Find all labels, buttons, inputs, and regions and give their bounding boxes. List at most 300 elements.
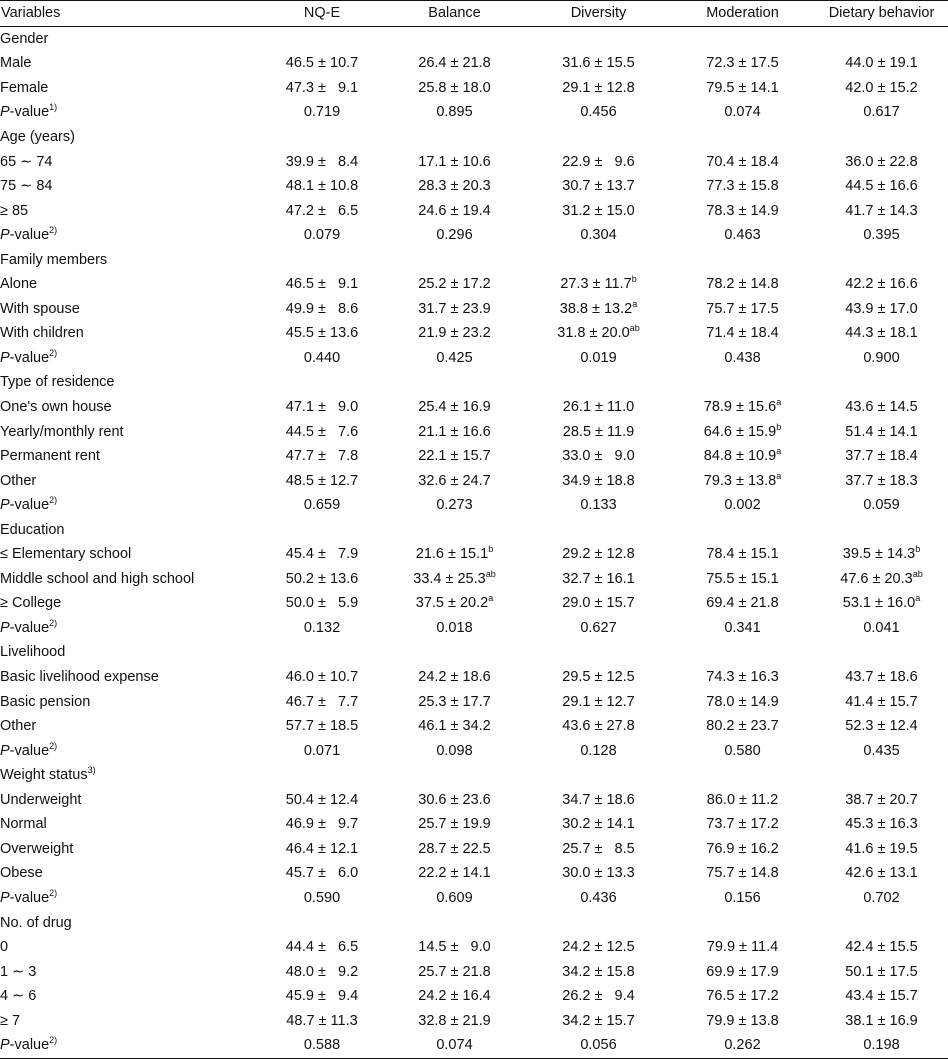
label-text: -value xyxy=(9,104,50,121)
cell-nq-e xyxy=(262,51,382,76)
table-header xyxy=(0,1,948,27)
cell-value: 45.9 ± 9.4 xyxy=(285,988,359,1005)
cell-value: 26.4 ± 21.8 xyxy=(418,55,491,72)
table-row xyxy=(0,714,948,739)
cell-value: 48.5 ± 12.7 xyxy=(285,472,359,489)
cell-value: 69.4 ± 21.8 xyxy=(706,595,779,612)
cell-value: 78.9 ± 15.6 xyxy=(703,399,777,416)
p-italic: P xyxy=(0,742,10,759)
cell-diversity xyxy=(527,1008,670,1033)
cell-value: 77.3 ± 15.8 xyxy=(706,178,779,195)
label-text: 75 ∼ 84 xyxy=(0,178,53,195)
cell-dietary-behavior xyxy=(815,346,948,371)
footnote-marker: 3) xyxy=(87,765,96,776)
cell-nq-e xyxy=(262,738,382,763)
cell-value: 0.440 xyxy=(303,349,341,366)
cell-value: 30.2 ± 14.1 xyxy=(562,816,635,833)
row-label xyxy=(0,149,262,174)
label-text: Overweight xyxy=(0,840,74,857)
table-row xyxy=(0,297,948,322)
cell-diversity xyxy=(527,100,670,125)
label-text: -value xyxy=(9,349,50,366)
cell-value: 21.6 ± 15.1 xyxy=(415,546,489,563)
cell-value: 0.895 xyxy=(436,104,473,121)
cell-nq-e xyxy=(262,788,382,813)
cell-moderation xyxy=(670,959,815,984)
cell-dietary-behavior xyxy=(815,959,948,984)
cell-value: 46.9 ± 9.7 xyxy=(285,816,359,833)
cell-value: 39.9 ± 8.4 xyxy=(285,153,359,170)
cell-balance xyxy=(382,788,527,813)
table-row xyxy=(0,861,948,886)
cell-value: 0.098 xyxy=(436,742,473,759)
p-value-row xyxy=(0,1033,948,1058)
cell-diversity xyxy=(527,76,670,101)
header-variables: Variables xyxy=(0,1,262,27)
cell-dietary-behavior xyxy=(815,738,948,763)
p-value-label xyxy=(0,493,262,518)
cell-value: 28.3 ± 20.3 xyxy=(418,178,491,195)
label-text: -value xyxy=(9,497,50,514)
cell-value: 45.5 ± 13.6 xyxy=(285,325,359,342)
cell-value: 0.079 xyxy=(303,227,341,244)
significance-marker: a xyxy=(915,593,921,604)
cell-value: 21.9 ± 23.2 xyxy=(418,325,491,342)
table-body xyxy=(0,26,948,1058)
cell-nq-e xyxy=(262,419,382,444)
cell-value: 32.7 ± 16.1 xyxy=(562,570,635,587)
cell-value: 79.5 ± 14.1 xyxy=(706,79,779,96)
label-text: ≥ 85 xyxy=(0,202,29,219)
row-label xyxy=(0,444,262,469)
cell-value: 37.7 ± 18.4 xyxy=(845,448,918,465)
cell-nq-e xyxy=(262,714,382,739)
significance-marker: a xyxy=(776,397,782,408)
cell-value: 48.0 ± 9.2 xyxy=(285,963,359,980)
group-label xyxy=(0,910,948,935)
p-value-label xyxy=(0,100,262,125)
cell-value: 51.4 ± 14.1 xyxy=(845,423,918,440)
cell-value: 0.273 xyxy=(436,497,473,514)
table-row xyxy=(0,959,948,984)
cell-nq-e xyxy=(262,812,382,837)
cell-value: 69.9 ± 17.9 xyxy=(706,963,779,980)
cell-value: 32.6 ± 24.7 xyxy=(418,472,491,489)
cell-balance xyxy=(382,468,527,493)
cell-value: 0.198 xyxy=(863,1037,900,1054)
cell-nq-e xyxy=(262,665,382,690)
label-text: Female xyxy=(0,79,49,96)
table-row xyxy=(0,419,948,444)
table-row xyxy=(0,689,948,714)
cell-value: 75.5 ± 15.1 xyxy=(706,570,779,587)
cell-value: 50.2 ± 13.6 xyxy=(285,570,359,587)
cell-diversity xyxy=(527,444,670,469)
header-dietary-behavior: Dietary behavior xyxy=(815,1,948,27)
group-label xyxy=(0,640,948,665)
p-value-label xyxy=(0,223,262,248)
cell-value: 0.059 xyxy=(863,497,900,514)
cell-diversity xyxy=(527,1033,670,1058)
significance-marker: b xyxy=(776,421,782,432)
cell-value: 78.3 ± 14.9 xyxy=(706,202,779,219)
label-text: -value xyxy=(9,1037,50,1054)
row-label xyxy=(0,297,262,322)
cell-diversity xyxy=(527,567,670,592)
cell-value: 38.8 ± 13.2 xyxy=(559,300,633,317)
cell-moderation xyxy=(670,493,815,518)
label-text: Other xyxy=(0,718,37,735)
cell-nq-e xyxy=(262,198,382,223)
cell-moderation xyxy=(670,935,815,960)
group-row xyxy=(0,247,948,272)
cell-balance xyxy=(382,174,527,199)
cell-value: 17.1 ± 10.6 xyxy=(418,153,491,170)
cell-value: 43.6 ± 27.8 xyxy=(562,718,635,735)
label-text: ≥ 7 xyxy=(0,1012,21,1029)
cell-value: 0.341 xyxy=(724,619,761,636)
cell-nq-e xyxy=(262,616,382,641)
row-label xyxy=(0,76,262,101)
cell-value: 42.2 ± 16.6 xyxy=(845,276,918,293)
footnote-marker: 2) xyxy=(49,495,58,506)
cell-balance xyxy=(382,149,527,174)
cell-nq-e xyxy=(262,346,382,371)
label-text: Alone xyxy=(0,276,38,293)
group-label xyxy=(0,125,948,150)
cell-balance xyxy=(382,346,527,371)
cell-value: 41.7 ± 14.3 xyxy=(845,202,918,219)
group-row xyxy=(0,125,948,150)
p-italic: P xyxy=(0,889,10,906)
cell-value: 34.2 ± 15.7 xyxy=(562,1012,635,1029)
row-label xyxy=(0,174,262,199)
cell-dietary-behavior xyxy=(815,198,948,223)
p-value-label xyxy=(0,886,262,911)
cell-value: 0.056 xyxy=(580,1037,617,1054)
cell-value: 74.3 ± 16.3 xyxy=(706,669,779,686)
cell-balance xyxy=(382,689,527,714)
label-text: Middle school and high school xyxy=(0,570,195,587)
cell-balance xyxy=(382,837,527,862)
cell-moderation xyxy=(670,174,815,199)
cell-diversity xyxy=(527,493,670,518)
cell-value: 47.7 ± 7.8 xyxy=(285,448,359,465)
cell-nq-e xyxy=(262,100,382,125)
cell-value: 86.0 ± 11.2 xyxy=(706,791,779,808)
label-text: Male xyxy=(0,55,32,72)
cell-nq-e xyxy=(262,1008,382,1033)
row-label xyxy=(0,861,262,886)
cell-nq-e xyxy=(262,76,382,101)
significance-marker: b xyxy=(488,544,494,555)
cell-value: 24.2 ± 18.6 xyxy=(418,669,491,686)
table-row xyxy=(0,935,948,960)
cell-nq-e xyxy=(262,493,382,518)
cell-value: 28.7 ± 22.5 xyxy=(418,840,491,857)
table-row xyxy=(0,788,948,813)
cell-value: 0.609 xyxy=(436,889,473,906)
cell-value: 38.7 ± 20.7 xyxy=(845,791,918,808)
cell-value: 45.7 ± 6.0 xyxy=(285,865,359,882)
cell-value: 34.2 ± 15.8 xyxy=(562,963,635,980)
cell-value: 0.019 xyxy=(580,349,617,366)
cell-value: 29.2 ± 12.8 xyxy=(562,546,635,563)
cell-value: 0.435 xyxy=(863,742,900,759)
cell-value: 0.436 xyxy=(580,889,617,906)
group-row xyxy=(0,517,948,542)
cell-balance xyxy=(382,959,527,984)
cell-value: 44.3 ± 18.1 xyxy=(845,325,918,342)
cell-value: 31.8 ± 20.0 xyxy=(557,325,630,342)
table-row xyxy=(0,1008,948,1033)
cell-moderation xyxy=(670,198,815,223)
label-text: Permanent rent xyxy=(0,448,100,465)
label-text: Basic livelihood expense xyxy=(0,669,159,686)
table-row xyxy=(0,51,948,76)
cell-value: 46.0 ± 10.7 xyxy=(285,669,359,686)
cell-dietary-behavior xyxy=(815,493,948,518)
row-label xyxy=(0,959,262,984)
cell-moderation xyxy=(670,297,815,322)
cell-value: 53.1 ± 16.0 xyxy=(842,595,916,612)
cell-value: 0.627 xyxy=(580,619,617,636)
cell-balance xyxy=(382,272,527,297)
label-text: -value xyxy=(9,619,50,636)
cell-moderation xyxy=(670,984,815,1009)
cell-value: 0.071 xyxy=(303,742,341,759)
cell-value: 46.4 ± 12.1 xyxy=(285,840,359,857)
label-text: Gender xyxy=(0,30,49,47)
label-text: 4 ∼ 6 xyxy=(0,988,37,1005)
cell-value: 44.5 ± 7.6 xyxy=(285,423,359,440)
group-label xyxy=(0,247,948,272)
cell-value: 24.2 ± 12.5 xyxy=(562,939,635,956)
cell-value: 0.438 xyxy=(724,349,761,366)
cell-balance xyxy=(382,223,527,248)
cell-value: 41.4 ± 15.7 xyxy=(845,693,918,710)
cell-balance xyxy=(382,935,527,960)
cell-nq-e xyxy=(262,591,382,616)
cell-diversity xyxy=(527,542,670,567)
cell-moderation xyxy=(670,1033,815,1058)
cell-value: 34.7 ± 18.6 xyxy=(562,791,635,808)
cell-value: 38.1 ± 16.9 xyxy=(845,1012,918,1029)
group-row xyxy=(0,763,948,788)
cell-moderation xyxy=(670,51,815,76)
significance-marker: ab xyxy=(912,568,923,579)
cell-value: 0.304 xyxy=(580,227,617,244)
row-label xyxy=(0,542,262,567)
cell-value: 47.6 ± 20.3 xyxy=(840,570,913,587)
cell-value: 0.128 xyxy=(580,742,617,759)
header-balance: Balance xyxy=(382,1,527,27)
header-nq-e: NQ-E xyxy=(262,1,382,27)
cell-moderation xyxy=(670,812,815,837)
cell-dietary-behavior xyxy=(815,861,948,886)
row-label xyxy=(0,198,262,223)
cell-diversity xyxy=(527,616,670,641)
table-row xyxy=(0,149,948,174)
group-row xyxy=(0,26,948,51)
cell-value: 78.4 ± 15.1 xyxy=(706,546,779,563)
cell-value: 45.3 ± 16.3 xyxy=(845,816,918,833)
cell-diversity xyxy=(527,837,670,862)
cell-balance xyxy=(382,297,527,322)
p-value-row xyxy=(0,100,948,125)
cell-value: 33.4 ± 25.3 xyxy=(413,570,486,587)
cell-dietary-behavior xyxy=(815,812,948,837)
cell-value: 43.6 ± 14.5 xyxy=(845,399,918,416)
cell-dietary-behavior xyxy=(815,174,948,199)
cell-value: 47.2 ± 6.5 xyxy=(285,202,359,219)
cell-diversity xyxy=(527,297,670,322)
group-label xyxy=(0,26,948,51)
cell-value: 72.3 ± 17.5 xyxy=(706,55,779,72)
cell-dietary-behavior xyxy=(815,689,948,714)
table-row xyxy=(0,174,948,199)
cell-dietary-behavior xyxy=(815,223,948,248)
label-text: Livelihood xyxy=(0,644,66,661)
cell-value: 31.7 ± 23.9 xyxy=(418,300,491,317)
cell-balance xyxy=(382,665,527,690)
p-value-row xyxy=(0,616,948,641)
cell-diversity xyxy=(527,174,670,199)
cell-value: 0.463 xyxy=(724,227,761,244)
cell-value: 25.3 ± 17.7 xyxy=(418,693,491,710)
cell-balance xyxy=(382,812,527,837)
cell-moderation xyxy=(670,468,815,493)
cell-moderation xyxy=(670,837,815,862)
cell-dietary-behavior xyxy=(815,76,948,101)
cell-value: 0.900 xyxy=(863,349,900,366)
cell-balance xyxy=(382,861,527,886)
label-text: ≥ College xyxy=(0,595,62,612)
cell-value: 84.8 ± 10.9 xyxy=(703,448,777,465)
label-text: Weight status xyxy=(0,767,88,784)
cell-nq-e xyxy=(262,444,382,469)
cell-balance xyxy=(382,714,527,739)
cell-diversity xyxy=(527,51,670,76)
cell-balance xyxy=(382,395,527,420)
cell-diversity xyxy=(527,149,670,174)
table-row xyxy=(0,272,948,297)
cell-value: 52.3 ± 12.4 xyxy=(845,718,918,735)
cell-dietary-behavior xyxy=(815,542,948,567)
cell-moderation xyxy=(670,689,815,714)
row-label xyxy=(0,984,262,1009)
cell-balance xyxy=(382,493,527,518)
cell-balance xyxy=(382,1033,527,1058)
cell-balance xyxy=(382,591,527,616)
cell-value: 0.425 xyxy=(436,349,473,366)
cell-nq-e xyxy=(262,959,382,984)
header-row xyxy=(0,1,948,27)
cell-value: 30.0 ± 13.3 xyxy=(562,865,635,882)
row-label xyxy=(0,272,262,297)
cell-diversity xyxy=(527,959,670,984)
cell-value: 0.041 xyxy=(863,619,900,636)
label-text: -value xyxy=(9,227,50,244)
table-row xyxy=(0,468,948,493)
cell-balance xyxy=(382,567,527,592)
cell-value: 0.296 xyxy=(436,227,473,244)
cell-diversity xyxy=(527,419,670,444)
cell-value: 64.6 ± 15.9 xyxy=(703,423,777,440)
cell-value: 26.2 ± 9.4 xyxy=(562,988,635,1005)
footnote-marker: 1) xyxy=(49,102,58,113)
cell-value: 0.132 xyxy=(303,619,341,636)
cell-nq-e xyxy=(262,689,382,714)
cell-value: 0.719 xyxy=(303,104,341,121)
cell-value: 75.7 ± 17.5 xyxy=(706,300,779,317)
row-label xyxy=(0,468,262,493)
table-row xyxy=(0,395,948,420)
cell-value: 48.7 ± 11.3 xyxy=(286,1012,358,1029)
cell-diversity xyxy=(527,198,670,223)
cell-value: 80.2 ± 23.7 xyxy=(706,718,779,735)
row-label xyxy=(0,395,262,420)
p-italic: P xyxy=(0,1037,10,1054)
significance-marker: a xyxy=(488,593,494,604)
cell-dietary-behavior xyxy=(815,714,948,739)
cell-value: 25.4 ± 16.9 xyxy=(418,399,491,416)
cell-moderation xyxy=(670,272,815,297)
cell-dietary-behavior xyxy=(815,419,948,444)
cell-moderation xyxy=(670,591,815,616)
cell-value: 0.002 xyxy=(724,497,761,514)
cell-moderation xyxy=(670,1008,815,1033)
footnote-marker: 2) xyxy=(49,887,58,898)
cell-moderation xyxy=(670,346,815,371)
cell-value: 22.2 ± 14.1 xyxy=(418,865,491,882)
cell-value: 43.7 ± 18.6 xyxy=(845,669,918,686)
cell-nq-e xyxy=(262,935,382,960)
cell-diversity xyxy=(527,223,670,248)
group-row xyxy=(0,910,948,935)
cell-moderation xyxy=(670,886,815,911)
label-text: Age (years) xyxy=(0,129,75,145)
label-text: -value xyxy=(9,889,50,906)
cell-diversity xyxy=(527,346,670,371)
cell-value: 0.156 xyxy=(724,889,761,906)
cell-diversity xyxy=(527,591,670,616)
cell-value: 45.4 ± 7.9 xyxy=(285,546,359,563)
cell-dietary-behavior xyxy=(815,567,948,592)
cell-moderation xyxy=(670,149,815,174)
cell-value: 29.0 ± 15.7 xyxy=(562,595,635,612)
cell-nq-e xyxy=(262,395,382,420)
cell-diversity xyxy=(527,738,670,763)
significance-marker: a xyxy=(632,298,638,309)
cell-value: 0.262 xyxy=(724,1037,761,1054)
footnote-marker: 2) xyxy=(49,347,58,358)
cell-dietary-behavior xyxy=(815,297,948,322)
cell-dietary-behavior xyxy=(815,100,948,125)
cell-value: 71.4 ± 18.4 xyxy=(706,325,779,342)
table-row xyxy=(0,984,948,1009)
cell-value: 79.9 ± 11.4 xyxy=(706,939,779,956)
p-italic: P xyxy=(0,497,10,514)
cell-value: 46.5 ± 10.7 xyxy=(285,55,359,72)
cell-value: 37.7 ± 18.3 xyxy=(845,472,918,489)
label-text: ≤ Elementary school xyxy=(0,546,132,563)
cell-dietary-behavior xyxy=(815,1033,948,1058)
cell-value: 50.1 ± 17.5 xyxy=(845,963,918,980)
significance-marker: b xyxy=(915,544,921,555)
cell-nq-e xyxy=(262,861,382,886)
row-label xyxy=(0,714,262,739)
